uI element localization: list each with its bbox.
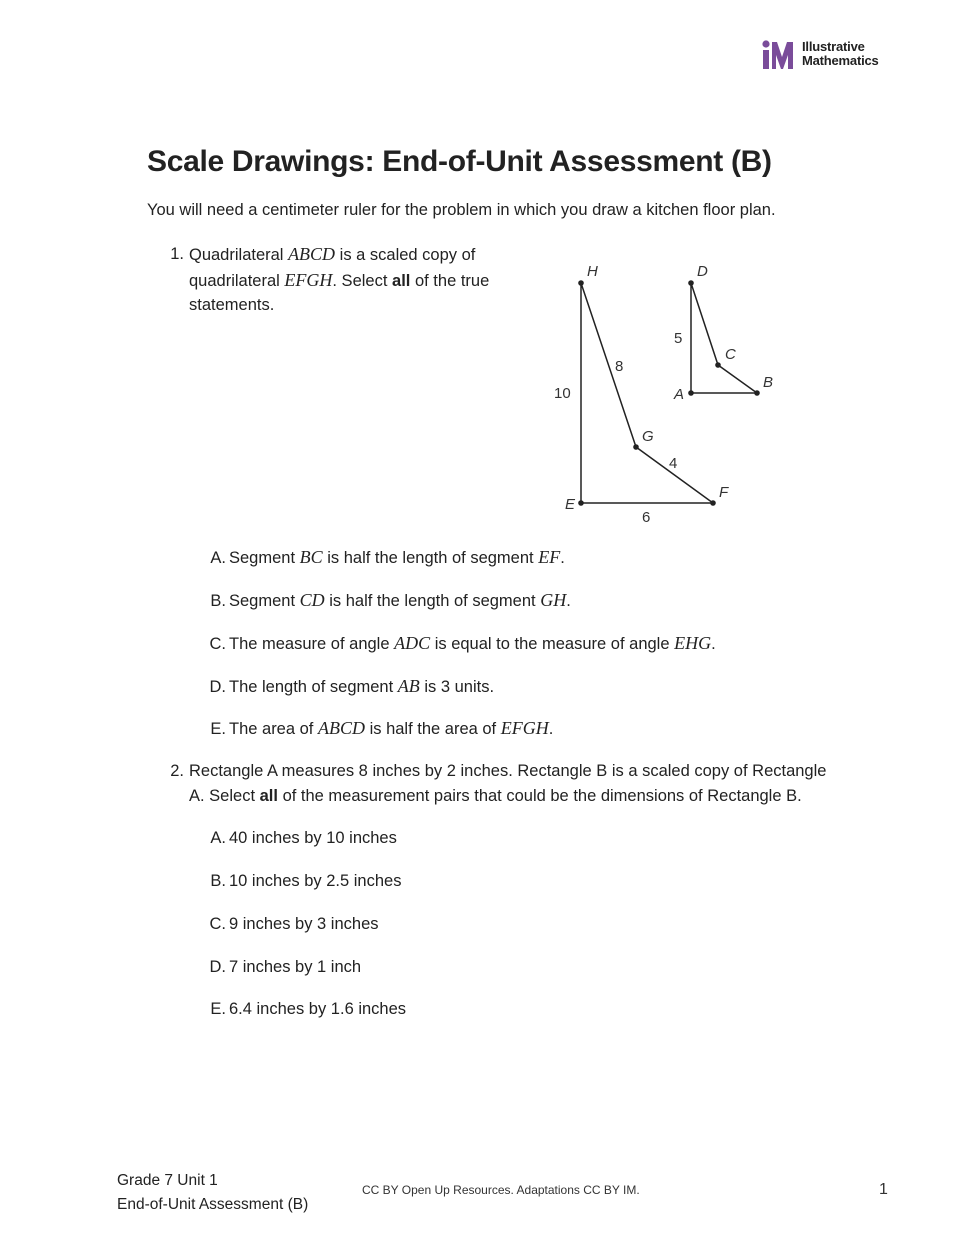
label-e: E <box>565 496 576 513</box>
point-d <box>688 280 694 286</box>
quadrilateral-abcd <box>673 263 773 403</box>
q1-option-a[interactable]: A. Segment BC is half the length of segment EF. <box>210 547 565 567</box>
footer-course <box>117 1169 308 1217</box>
brand-line2: Mathematics <box>802 53 879 68</box>
page-title: Scale Drawings: End-of-Unit Assessment (B) <box>147 145 772 178</box>
label-a: A <box>674 386 685 403</box>
q2-option-a[interactable]: A. 40 inches by 10 inches <box>210 829 397 847</box>
footer-doc: End-of-Unit Assessment (B) <box>117 1196 309 1213</box>
page-number: 1 <box>879 1181 888 1198</box>
brand-name <box>802 40 879 68</box>
q2-option-e[interactable]: E. 6.4 inches by 1.6 inches <box>210 1000 407 1018</box>
q1-option-e[interactable]: E. The area of ABCD is half the area of EFGH. <box>210 718 554 738</box>
question-1-prompt: Quadrilateral ABCD is a scaled copy of quadrilateral EFGH. Select all of the true statements. <box>189 244 490 314</box>
brand-line1: Illustrative <box>802 39 865 54</box>
point-a <box>688 390 694 396</box>
length-da: 5 <box>674 330 683 347</box>
quadrilateral-efgh <box>554 263 729 526</box>
label-f: F <box>719 484 729 501</box>
q2-option-b[interactable]: B. 10 inches by 2.5 inches <box>210 872 402 890</box>
q1-option-c[interactable]: C. The measure of angle ADC is equal to the measure of angle EHG. <box>209 633 716 653</box>
point-g <box>633 444 639 450</box>
question-number: 2. <box>170 762 184 780</box>
q2-option-c[interactable]: C. 9 inches by 3 inches <box>209 915 379 933</box>
length-gf: 4 <box>669 455 678 472</box>
label-b: B <box>763 374 774 391</box>
length-he: 10 <box>554 385 571 402</box>
q2-option-d[interactable]: D. 7 inches by 1 inch <box>209 958 362 976</box>
q1-option-d[interactable]: D. The length of segment AB is 3 units. <box>209 676 495 696</box>
footer-license: CC BY Open Up Resources. Adaptations CC BY IM. <box>362 1183 640 1197</box>
length-ef: 6 <box>642 509 651 526</box>
question-2-prompt: Rectangle A measures 8 inches by 2 inches. Rectangle B is a scaled copy of Rectangle A. Select all of the measurement pairs that could be the dimensions of Rectangle B. <box>189 762 827 805</box>
point-b <box>754 390 760 396</box>
point-c <box>715 362 721 368</box>
label-h: H <box>587 263 598 280</box>
question-number: 1. <box>170 245 184 263</box>
point-h <box>578 280 584 286</box>
label-d: D <box>697 263 708 280</box>
intro-text: You will need a centimeter ruler for the problem in which you draw a kitchen floor plan. <box>147 201 776 219</box>
point-e <box>578 500 584 506</box>
length-hg: 8 <box>615 358 624 375</box>
footer-grade: Grade 7 Unit 1 <box>117 1172 218 1189</box>
quadrilateral-figure <box>540 255 820 530</box>
label-c: C <box>725 346 736 363</box>
im-logo-icon <box>762 40 794 70</box>
q1-option-b[interactable]: B. Segment CD is half the length of segment GH. <box>210 590 571 610</box>
point-f <box>710 500 716 506</box>
label-g: G <box>642 428 654 445</box>
